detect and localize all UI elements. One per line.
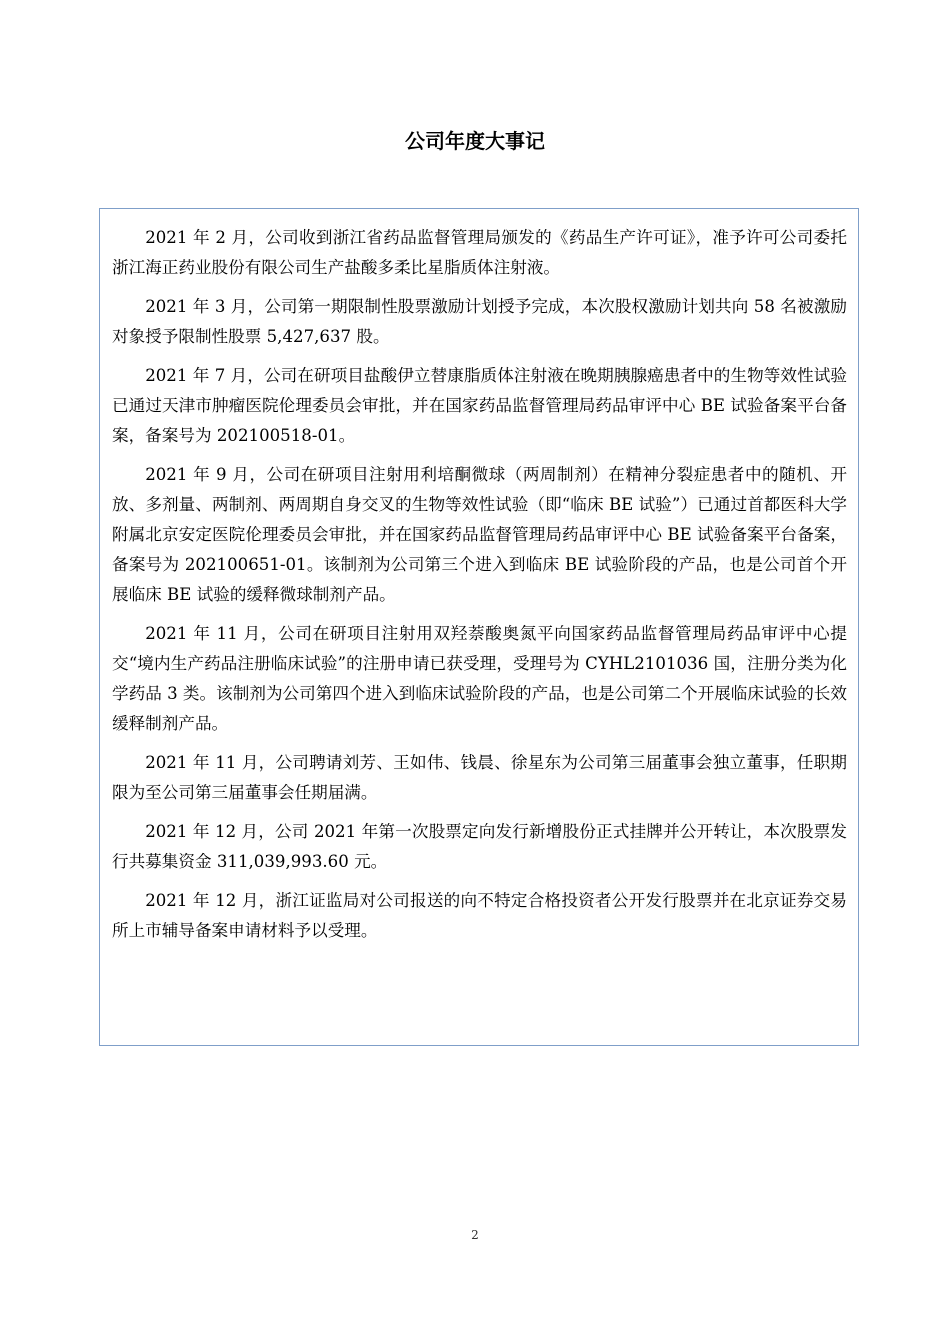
- event-paragraph: 2021 年 11 月，公司在研项目注射用双羟萘酸奥氮平向国家药品监督管理局药品审评中心提交“境内生产药品注册临床试验”的注册申请已获受理，受理号为 CYHL2101036 国，注册分类为化学药品 3 类。该制剂为公司第四个进入到临床试验阶段的产品，也是公司第二个开展临床试验的长效缓释制剂产品。: [112, 624, 847, 733]
- event-paragraph: 2021 年 11 月，公司聘请刘芳、王如伟、钱晨、徐星东为公司第三届董事会独立董事，任职期限为至公司第三届董事会任期届满。: [112, 753, 847, 802]
- event-paragraph: 2021 年 9 月，公司在研项目注射用利培酮微球（两周制剂）在精神分裂症患者中的随机、开放、多剂量、两制剂、两周期自身交叉的生物等效性试验（即“临床 BE 试验”）已通过首都医科大学附属北京安定医院伦理委员会审批，并在国家药品监督管理局药品审评中心 BE 试验备案平台备案，备案号为 202100651-01。该制剂为公司第三个进入到临床 BE 试验阶段的产品，也是公司首个开展临床 BE 试验的缓释微球制剂产品。: [112, 465, 847, 604]
- event-paragraph: 2021 年 3 月，公司第一期限制性股票激励计划授予完成，本次股权激励计划共向 58 名被激励对象授予限制性股票 5,427,637 股。: [112, 297, 847, 346]
- page-number: 2: [471, 1228, 479, 1242]
- annual-events-box: [99, 208, 859, 1046]
- page-title: 公司年度大事记: [405, 129, 545, 153]
- event-paragraph: 2021 年 2 月，公司收到浙江省药品监督管理局颁发的《药品生产许可证》，准予许可公司委托浙江海正药业股份有限公司生产盐酸多柔比星脂质体注射液。: [112, 228, 847, 277]
- event-paragraph: 2021 年 7 月，公司在研项目盐酸伊立替康脂质体注射液在晚期胰腺癌患者中的生物等效性试验已通过天津市肿瘤医院伦理委员会审批，并在国家药品监督管理局药品审评中心 BE 试验备案平台备案，备案号为 202100518-01。: [112, 366, 847, 445]
- event-paragraph: 2021 年 12 月，浙江证监局对公司报送的向不特定合格投资者公开发行股票并在北京证券交易所上市辅导备案申请材料予以受理。: [112, 891, 847, 940]
- event-paragraph: 2021 年 12 月，公司 2021 年第一次股票定向发行新增股份正式挂牌并公开转让，本次股票发行共募集资金 311,039,993.60 元。: [112, 822, 847, 871]
